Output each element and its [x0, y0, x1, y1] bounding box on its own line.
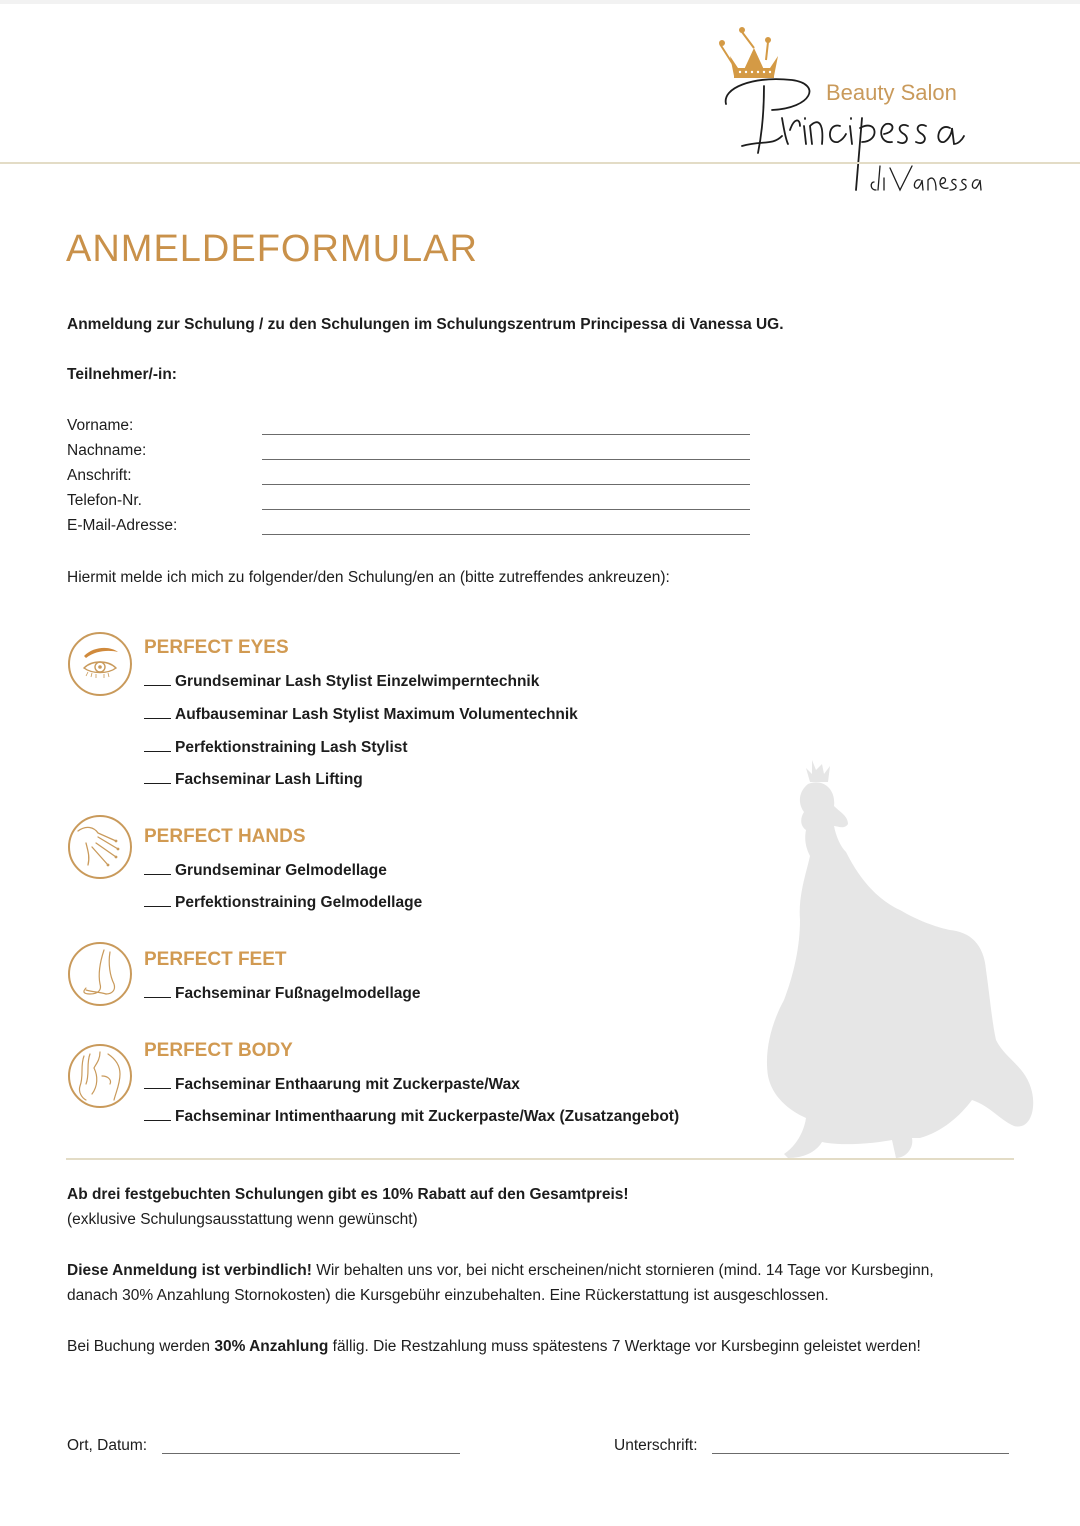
- category-title-body: PERFECT BODY: [144, 1040, 293, 1061]
- course-item[interactable]: [144, 739, 408, 757]
- place-date-label: Ort, Datum:: [67, 1437, 148, 1454]
- foot-icon: [68, 942, 132, 1006]
- field-label: Anschrift:: [67, 467, 132, 484]
- course-label: Grundseminar Gelmodellage: [175, 862, 387, 879]
- eye-icon: [68, 632, 132, 696]
- payment-pre: Bei Buchung werden: [67, 1338, 215, 1355]
- payment-post: fällig. Die Restzahlung muss spätestens 7 Werktage vor Kursbeginn geleistet werden!: [328, 1338, 921, 1355]
- checkbox-blank[interactable]: [144, 996, 171, 998]
- binding-paragraph-line-2: danach 30% Anzahlung Stornokosten) die Kursgebühr einzubehalten. Eine Rückerstattung ist ausgeschlossen.: [67, 1287, 829, 1304]
- participant-heading: Teilnehmer/-in:: [67, 366, 177, 383]
- course-item[interactable]: [144, 985, 420, 1003]
- category-title-eyes: PERFECT EYES: [144, 637, 289, 658]
- address-field[interactable]: [67, 467, 757, 491]
- course-label: Fachseminar Lash Lifting: [175, 771, 363, 788]
- signature-label: Unterschrift:: [614, 1437, 698, 1454]
- section-divider: [66, 1158, 1014, 1160]
- course-item[interactable]: [144, 862, 387, 880]
- page-top-edge: [0, 0, 1080, 4]
- princess-silhouette-icon: [760, 760, 1035, 1160]
- principessa-logo: [712, 18, 992, 198]
- field-label: Nachname:: [67, 442, 147, 459]
- course-label: Fachseminar Enthaarung mit Zuckerpaste/Wax: [175, 1076, 520, 1093]
- payment-paragraph: [67, 1334, 921, 1359]
- checkbox-blank[interactable]: [144, 684, 171, 686]
- category-title-feet: PERFECT FEET: [144, 949, 287, 970]
- course-item[interactable]: [144, 673, 539, 691]
- binding-paragraph-line-1: [67, 1258, 934, 1283]
- body-icon: [68, 1044, 132, 1108]
- course-item[interactable]: [144, 1108, 679, 1126]
- form-title: ANMELDEFORMULAR: [66, 228, 478, 270]
- intro-text: Anmeldung zur Schulung / zu den Schulungen im Schulungszentrum Principessa di Vanessa UG.: [67, 316, 784, 333]
- binding-text: Wir behalten uns vor, bei nicht erscheinen/nicht stornieren (mind. 14 Tage vor Kursbeginn,: [311, 1262, 934, 1279]
- binding-bold: Diese Anmeldung ist verbindlich!: [67, 1262, 312, 1279]
- course-label: Fachseminar Fußnagelmodellage: [175, 985, 421, 1002]
- checkbox-blank[interactable]: [144, 750, 171, 752]
- course-item[interactable]: [144, 1076, 520, 1094]
- checkbox-blank[interactable]: [144, 905, 171, 907]
- hand-icon: [68, 815, 132, 879]
- last-name-field[interactable]: [67, 442, 757, 466]
- email-input-line[interactable]: [262, 534, 750, 535]
- address-input-line[interactable]: [262, 484, 750, 485]
- course-label: Perfektionstraining Gelmodellage: [175, 894, 423, 911]
- discount-note: (exklusive Schulungsausstattung wenn gewünscht): [67, 1211, 418, 1228]
- header-divider: [0, 162, 1080, 164]
- selection-prompt: Hiermit melde ich mich zu folgender/den Schulung/en an (bitte zutreffendes ankreuzen):: [67, 569, 670, 586]
- phone-field[interactable]: [67, 492, 757, 516]
- field-label: Vorname:: [67, 417, 134, 434]
- checkbox-blank[interactable]: [144, 873, 171, 875]
- checkbox-blank[interactable]: [144, 782, 171, 784]
- checkbox-blank[interactable]: [144, 1119, 171, 1121]
- payment-bold: 30% Anzahlung: [214, 1338, 329, 1355]
- signature-input-line[interactable]: [712, 1453, 1009, 1454]
- first-name-field[interactable]: [67, 417, 757, 441]
- checkbox-blank[interactable]: [144, 717, 171, 719]
- place-date-input-line[interactable]: [162, 1453, 460, 1454]
- logo-tagline: Beauty Salon: [826, 80, 957, 105]
- category-title-hands: PERFECT HANDS: [144, 826, 306, 847]
- last-name-input-line[interactable]: [262, 459, 750, 460]
- course-label: Aufbauseminar Lash Stylist Maximum Volumentechnik: [175, 706, 578, 723]
- phone-input-line[interactable]: [262, 509, 750, 510]
- course-item[interactable]: [144, 706, 578, 724]
- field-label: E-Mail-Adresse:: [67, 517, 178, 534]
- first-name-input-line[interactable]: [262, 434, 750, 435]
- crown-and-script-logo: [712, 18, 992, 198]
- field-label: Telefon-Nr.: [67, 492, 142, 509]
- course-item[interactable]: [144, 771, 363, 789]
- email-field[interactable]: [67, 517, 757, 541]
- course-label: Grundseminar Lash Stylist Einzelwimperntechnik: [175, 673, 540, 690]
- checkbox-blank[interactable]: [144, 1087, 171, 1089]
- discount-text: Ab drei festgebuchten Schulungen gibt es 10% Rabatt auf den Gesamtpreis!: [67, 1186, 629, 1203]
- course-label: Fachseminar Intimenthaarung mit Zuckerpaste/Wax (Zusatzangebot): [175, 1108, 680, 1125]
- course-label: Perfektionstraining Lash Stylist: [175, 739, 408, 756]
- course-item[interactable]: [144, 894, 422, 912]
